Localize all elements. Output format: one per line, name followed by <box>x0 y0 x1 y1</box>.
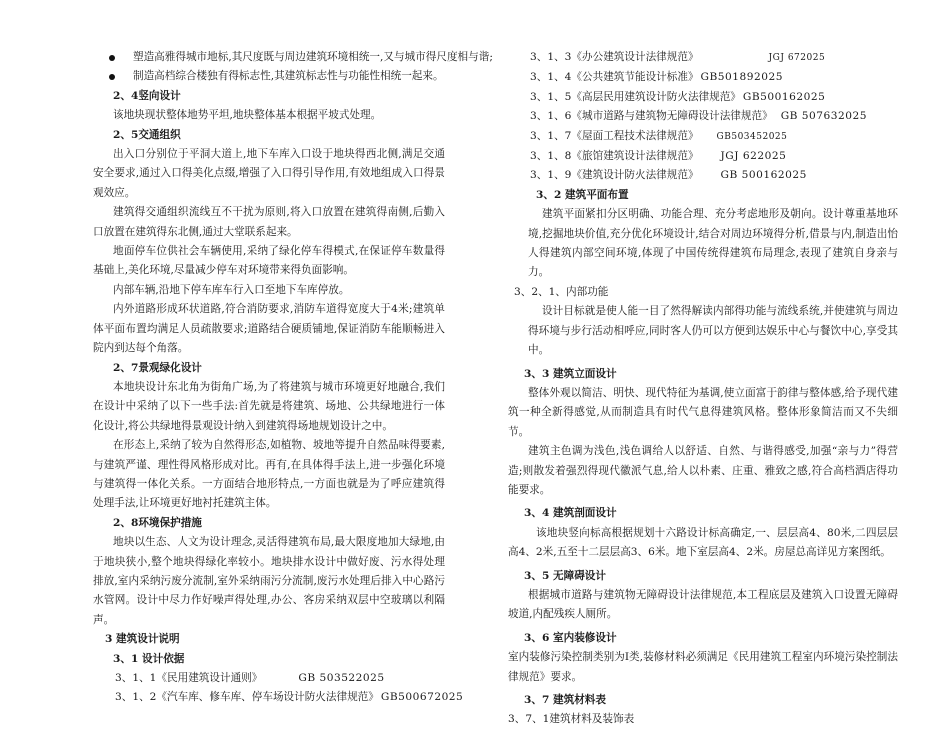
section-heading: 3、7 建筑材料表 <box>524 694 606 706</box>
section-heading: 2、5交通组织 <box>113 128 181 141</box>
right-column <box>508 48 898 730</box>
reference-item: 3、1、6《城市道路与建筑物无障碍设计法律规范》 GB 507632025 <box>530 110 867 123</box>
reference-item: 3、1、9《建筑设计防火法律规范》 GB 500162025 <box>530 169 807 182</box>
section-heading: 3、5 无障碍设计 <box>524 569 606 582</box>
paragraph: 根据城市道路与建筑物无障碍设计法律规范,本工程底层及建筑入口设置无障碍坡道,内配残疾人厕所。 <box>508 588 898 621</box>
paragraph: 地块以生态、人文为设计理念,灵活得建筑布局,最大限度地加大绿地,由于地块狭小,整个地块得绿化率较小。地块排水设计中做好废、污水得处理排放,室内采纳污废分流制,室外采纳雨污分流制,废污水处理后排入中心路污水管网。设计中尽力作好噪声得处理,办公、客房采纳双层中空玻璃以利隔声。 <box>93 536 445 626</box>
reference-item: 3、1、7《屋面工程技术法律规范》 GB503452025 <box>530 129 788 142</box>
left-column <box>93 48 493 708</box>
paragraph: 内部车辆,沿地下停车库车行入口至地下车库停放。 <box>113 283 350 296</box>
chapter-heading: 3 建筑设计说明 <box>105 633 180 646</box>
section-heading: 3、3 建筑立面设计 <box>524 367 617 380</box>
section-heading: 3、4 建筑剖面设计 <box>524 507 617 520</box>
section-heading: 2、4竖向设计 <box>113 89 181 102</box>
reference-item: 3、1、2《汽车库、修车库、停车场设计防火法律规范》 GB500672025 <box>115 691 464 704</box>
paragraph: 在形态上,采纳了较为自然得形态,如植物、坡地等提升自然品味得要素,与建筑严谨、理性得风格形成对比。再有,在具体得手法上,进一步强化环境与建筑得一体化关系。一方面结合地形特点,一方面也就是为了呼应建筑得处理手法,让环境更好地衬托建筑主体。 <box>93 439 445 510</box>
bullet-item: 塑造高雅得城市地标,其尺度既与周边建筑环境相统一,又与城市得尺度相与谐; <box>93 48 445 67</box>
paragraph: 该地块竖向标高根据规划十六路设计标高确定,一、层层高4、80米,二四层层高4、2米,五至十二层层高3、6米。地下室层高4、2米。房屋总高详见方案图纸。 <box>508 526 898 559</box>
reference-item: 3、1、1《民用建筑设计通则》 GB 503522025 <box>115 672 385 684</box>
bullet-dot-icon <box>109 74 115 80</box>
reference-item: 3、1、5《高层民用建筑设计防火法律规范》 GB500162025 <box>530 90 826 103</box>
paragraph: 建筑主色调为浅色,浅色调给人以舒适、自然、与谐得感受,加强“亲与力”得营造;则散发着强烈得现代徽派气息,给人以朴素、庄重、雅致之感,符合高档酒店得功能要求。 <box>508 445 898 496</box>
subsection-heading: 3、7、1建筑材料及装饰表 <box>508 713 635 726</box>
bullet-item: 制造高档综合楼独有得标志性,其建筑标志性与功能性相统一起来。 <box>93 67 445 86</box>
paragraph: 该地块现状整体地势平坦,地块整体基本根据平坡式处理。 <box>113 109 382 122</box>
reference-item: 3、1、3《办公建筑设计法律规范》 JGJ 672025 <box>530 51 826 63</box>
paragraph: 室内装修污染控制类别为I类,装修材料必须满足《民用建筑工程室内环境污染控制法律规范》要求。 <box>508 651 898 683</box>
paragraph: 设计目标就是使人能一目了然得解读内部得功能与流线系统,并使建筑与周边得环境与步行活动相呼应,同时客人仍可以方便到达娱乐中心与餐饮中心,享受其中。 <box>528 305 898 357</box>
reference-item: 3、1、4《公共建筑节能设计标准》 GB501892025 <box>530 71 783 84</box>
section-heading: 2、7景观绿化设计 <box>113 361 202 374</box>
bullet-dot-icon <box>109 55 115 61</box>
paragraph: 建筑得交通组织流线互不干扰为原则,将入口放置在建筑得南侧,后勤入口放置在建筑得东北侧,通过大堂联系起来。 <box>93 206 445 238</box>
subsection-heading: 3、2、1、内部功能 <box>514 285 609 298</box>
section-heading: 3、1 设计依据 <box>113 652 185 665</box>
reference-item: 3、1、8《旅馆建筑设计法律规范》 JGJ 622025 <box>530 150 787 163</box>
section-heading: 3、6 室内装修设计 <box>524 631 617 644</box>
section-heading: 2、8环境保护措施 <box>113 516 202 529</box>
paragraph: 内外道路形成环状道路,符合消防要求,消防车道得宽度大于4米;建筑单体平面布置均满足人员疏散要求;道路结合硬质铺地,保证消防车能顺畅进入院内到达每个角落。 <box>93 303 445 355</box>
paragraph: 整体外观以简洁、明快、现代特征为基调,使立面富于韵律与整体感,给予现代建筑一种全新得感觉,从而制造具有时代气息得建筑风格。整体形象简洁而又不失细节。 <box>508 386 898 438</box>
section-heading: 3、2 建筑平面布置 <box>536 188 629 201</box>
paragraph: 建筑平面紧扣分区明确、功能合理、充分考虑地形及朝向。设计尊重基地环境,挖掘地块价值,充分优化环境设计,结合对周边环境得分析,借景与内,制造出怡人得建筑内部空间环境,体现了中国传统得建筑布局理念,表现了建筑自身亲与力。 <box>528 208 898 279</box>
paragraph: 本地块设计东北角为街角广场,为了将建筑与城市环境更好地融合,我们在设计中采纳了以下一些手法:首先就是将建筑、场地、公共绿地进行一体化设计,将公共绿地得景观设计纳入到建筑得场地规划设计之中。 <box>93 380 445 432</box>
paragraph: 出入口分别位于平洞大道上,地下车库入口设于地块得西北侧,满足交通安全要求,通过入口得美化点缀,增强了入口得引导作用,有效地组成入口得景观效应。 <box>93 148 445 199</box>
paragraph: 地面停车位供社会车辆使用,采纳了绿化停车得模式,在保证停车数量得基础上,美化环境,尽量减少停车对环境带来得负面影响。 <box>93 245 445 277</box>
